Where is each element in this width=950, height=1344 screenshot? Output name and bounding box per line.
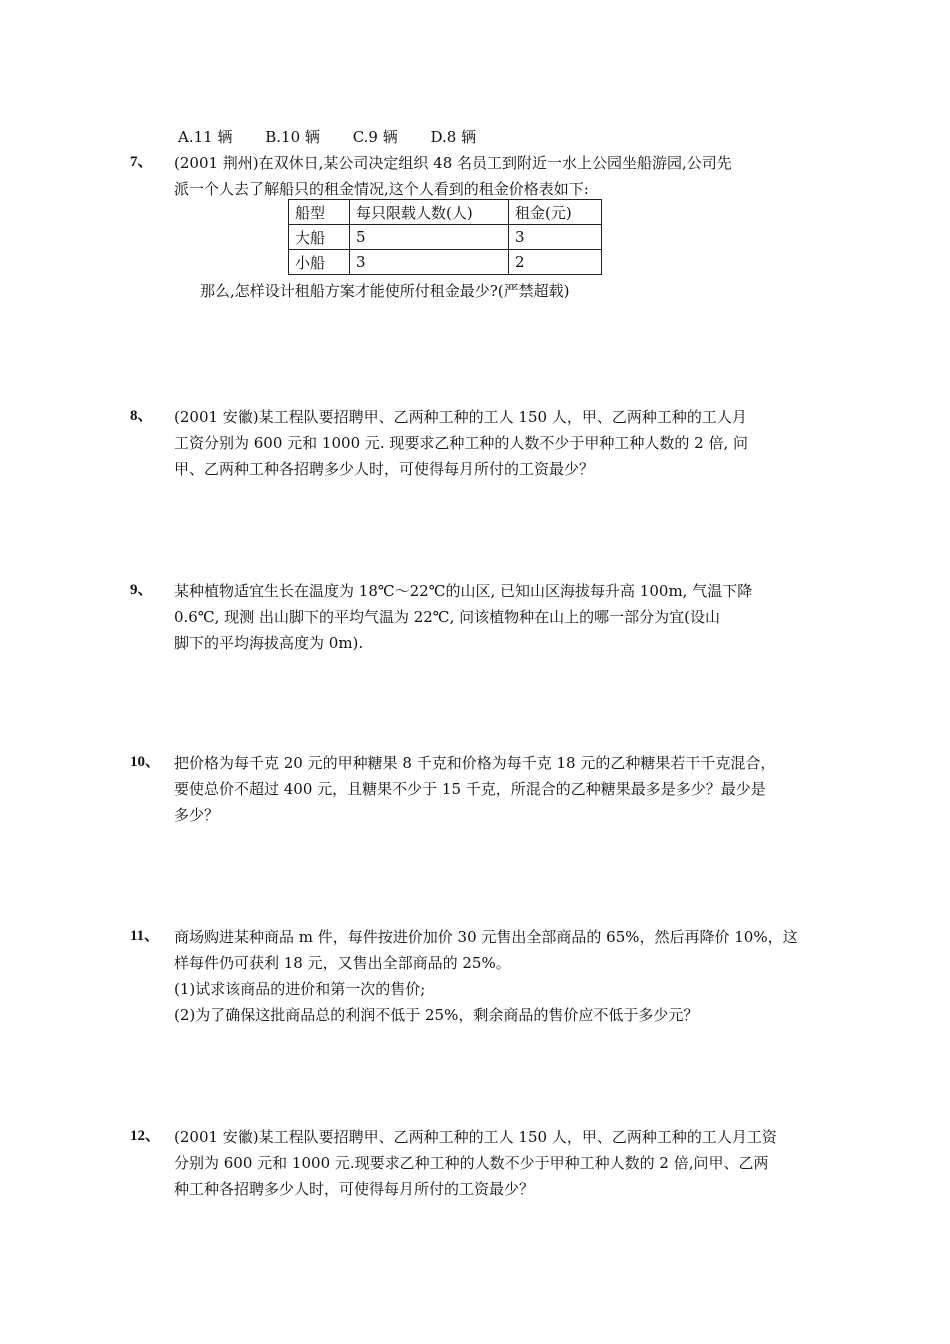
question-line: 脚下的平均海拔高度为 0m). — [174, 634, 364, 652]
sub-question-2: (2)为了确保这批商品总的利润不低于 25%，剩余商品的售价应不低于多少元？ — [174, 1006, 699, 1024]
question-11 — [130, 924, 820, 1028]
option-a: A.11 辆 — [178, 128, 233, 146]
option-b: B.10 辆 — [265, 128, 320, 146]
question-7-prompt: 那么,怎样设计租船方案才能使所付租金最少?(严禁超载) — [200, 282, 570, 300]
question-line: (2001 荆州)在双休日,某公司决定组织 48 名员工到附近一水上公园坐船游园,公司先 — [174, 154, 732, 172]
question-number: 12、 — [130, 1128, 161, 1144]
rental-price-table — [288, 199, 602, 275]
question-9 — [130, 578, 820, 656]
question-line: 派一个人去了解船只的租金情况,这个人看到的租金价格表如下: — [174, 180, 589, 198]
question-number: 7、 — [130, 154, 153, 170]
question-8 — [130, 404, 820, 482]
option-d: D.8 辆 — [430, 128, 477, 146]
question-line: 多少？ — [174, 806, 220, 824]
sub-question-1: (1)试求该商品的进价和第一次的售价; — [174, 980, 426, 998]
table-header-row — [289, 200, 602, 225]
question-10 — [130, 750, 820, 828]
question-line: 商场购进某种商品 m 件，每件按进价加价 30 元售出全部商品的 65%，然后再降价 10%，这 — [174, 928, 798, 946]
option-c: C.9 辆 — [352, 128, 398, 146]
table-row — [289, 250, 602, 275]
table-cell: 小船 — [289, 250, 350, 275]
answer-options — [178, 126, 504, 147]
question-number: 11、 — [130, 928, 160, 944]
question-line: 某种植物适宜生长在温度为 18℃～22℃的山区, 已知山区海拔每升高 100m, 气温下降 — [174, 582, 753, 600]
question-number: 10、 — [130, 754, 161, 770]
question-7 — [130, 150, 820, 202]
question-line: 样每件仍可获利 18 元，又售出全部商品的 25%。 — [174, 954, 511, 972]
table-cell: 大船 — [289, 225, 350, 250]
question-line: (2001 安徽)某工程队要招聘甲、乙两种工种的工人 150 人，甲、乙两种工种的工人月 — [174, 408, 747, 426]
table-header-cell: 船型 — [289, 200, 350, 225]
question-line: 0.6℃, 现测 出山脚下的平均气温为 22℃, 问该植物种在山上的哪一部分为宜(设山 — [174, 608, 720, 626]
table-cell: 2 — [509, 250, 602, 275]
table-header-cell: 租金(元) — [509, 200, 602, 225]
question-line: 分别为 600 元和 1000 元.现要求乙种工种的人数不少于甲种工种人数的 2 倍,问甲、乙两 — [174, 1154, 769, 1172]
question-line: (2001 安徽)某工程队要招聘甲、乙两种工种的工人 150 人，甲、乙两种工种的工人月工资 — [174, 1128, 777, 1146]
question-line: 工资分别为 600 元和 1000 元. 现要求乙种工种的人数不少于甲种工种人数的 2 倍, 问 — [174, 434, 749, 452]
question-line: 把价格为每千克 20 元的甲种糖果 8 千克和价格为每千克 18 元的乙种糖果若干千克混合， — [174, 754, 776, 772]
table-cell: 3 — [509, 225, 602, 250]
table-cell: 5 — [350, 225, 509, 250]
table-cell: 3 — [350, 250, 509, 275]
question-12 — [130, 1124, 820, 1202]
question-line: 要使总价不超过 400 元，且糖果不少于 15 千克，所混合的乙种糖果最多是多少？最少是 — [174, 780, 766, 798]
question-number: 9、 — [130, 582, 153, 598]
question-line: 种工种各招聘多少人时，可使得每月所付的工资最少？ — [174, 1180, 535, 1198]
table-header-cell: 每只限载人数(人) — [350, 200, 509, 225]
question-number: 8、 — [130, 408, 153, 424]
table-row — [289, 225, 602, 250]
question-line: 甲、乙两种工种各招聘多少人时，可使得每月所付的工资最少？ — [174, 460, 595, 478]
